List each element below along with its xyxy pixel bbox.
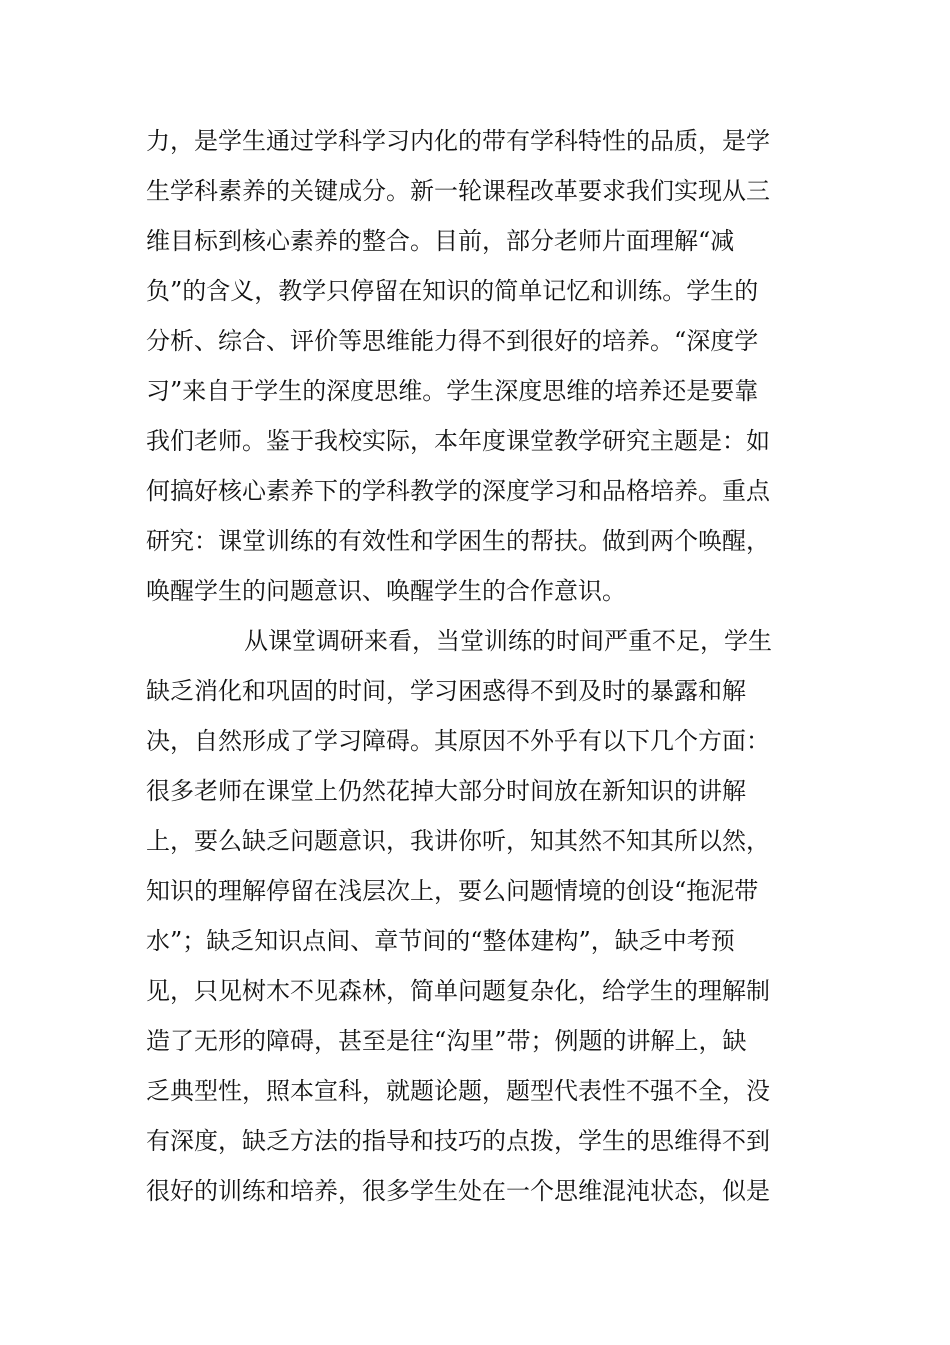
text-line-12: 缺乏消化和巩固的时间，学习困惑得不到及时的暴露和解 <box>146 677 746 705</box>
paragraph-2-first-line: 从课堂调研来看，当堂训练的时间严重不足，学生 <box>244 627 772 655</box>
text-line-4: 负”的含义，教学只停留在知识的简单记忆和训练。学生的 <box>146 277 759 305</box>
text-line-19: 造了无形的障碍，甚至是往“沟里”带；例题的讲解上，缺 <box>146 1027 747 1055</box>
text-line-17: 水”；缺乏知识点间、章节间的“整体建构”，缺乏中考预 <box>146 927 735 955</box>
text-line-3: 维目标到核心素养的整合。目前，部分老师片面理解“减 <box>146 227 735 255</box>
text-line-21: 有深度，缺乏方法的指导和技巧的点拨，学生的思维得不到 <box>146 1127 770 1155</box>
text-line-6: 习”来自于学生的深度思维。学生深度思维的培养还是要靠 <box>146 377 759 405</box>
text-line-14: 很多老师在课堂上仍然花掉大部分时间放在新知识的讲解 <box>146 777 746 805</box>
text-line-13: 决，自然形成了学习障碍。其原因不外乎有以下几个方面： <box>146 727 770 755</box>
text-line-1: 力，是学生通过学科学习内化的带有学科特性的品质，是学 <box>146 127 770 155</box>
text-line-2: 生学科素养的关键成分。新一轮课程改革要求我们实现从三 <box>146 177 770 205</box>
text-line-15: 上，要么缺乏问题意识，我讲你听，知其然不知其所以然， <box>146 827 770 855</box>
text-line-16: 知识的理解停留在浅层次上，要么问题情境的创设“拖泥带 <box>146 877 759 905</box>
text-line-10: 唤醒学生的问题意识、唤醒学生的合作意识。 <box>146 577 626 605</box>
text-line-5: 分析、综合、评价等思维能力得不到很好的培养。“深度学 <box>146 327 759 355</box>
text-line-8: 何搞好核心素养下的学科教学的深度学习和品格培养。重点 <box>146 477 770 505</box>
text-line-18: 见，只见树木不见森林，简单问题复杂化，给学生的理解制 <box>146 977 770 1005</box>
text-line-9: 研究：课堂训练的有效性和学困生的帮扶。做到两个唤醒， <box>146 527 770 555</box>
text-line-20: 乏典型性，照本宣科，就题论题，题型代表性不强不全，没 <box>146 1077 770 1105</box>
text-line-22: 很好的训练和培养，很多学生处在一个思维混沌状态，似是 <box>146 1177 770 1205</box>
text-line-7: 我们老师。鉴于我校实际，本年度课堂教学研究主题是：如 <box>146 427 770 455</box>
